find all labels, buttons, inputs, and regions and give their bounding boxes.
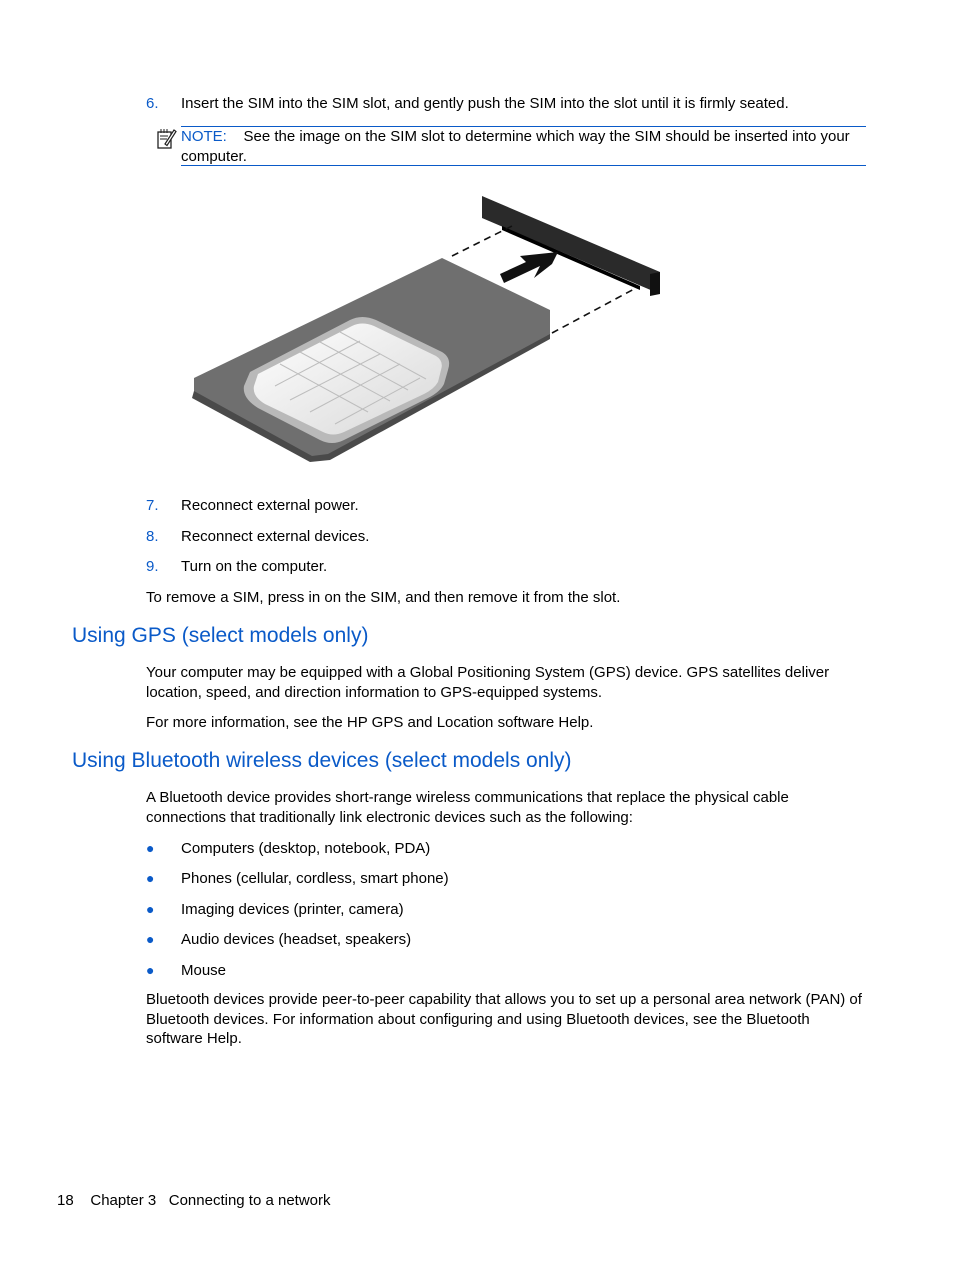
page-footer xyxy=(57,1191,331,1211)
list-item: ● Phones (cellular, cordless, smart phone) xyxy=(146,870,449,887)
step-number: 8. xyxy=(146,528,159,545)
bullet-dot-icon: ● xyxy=(146,962,155,978)
bullet-dot-icon: ● xyxy=(146,840,155,856)
step-6 xyxy=(146,94,789,114)
bluetooth-intro: A Bluetooth device provides short-range wireless communications that replace the physical cable connections that traditionally link electronic devices such as the following: xyxy=(146,789,789,826)
bullet-dot-icon: ● xyxy=(146,931,155,947)
footer-chapter: Chapter 3 xyxy=(90,1192,157,1209)
bullet-dot-icon: ● xyxy=(146,870,155,886)
note-label: NOTE: xyxy=(181,128,227,145)
note-text-block xyxy=(181,127,866,167)
note-body: See the image on the SIM slot to determine which way the SIM should be inserted into your computer. xyxy=(181,128,850,165)
remove-sim-paragraph: To remove a SIM, press in on the SIM, and then remove it from the slot. xyxy=(146,589,621,606)
sim-insertion-illustration xyxy=(180,186,680,476)
note-pencil-icon xyxy=(155,127,179,151)
step-number: 7. xyxy=(146,497,159,514)
list-item: ● Imaging devices (printer, camera) xyxy=(146,901,404,918)
bluetooth-heading: Using Bluetooth wireless devices (select models only) xyxy=(72,749,572,772)
bluetooth-closing: Bluetooth devices provide peer-to-peer capability that allows you to set up a personal area network (PAN) of Bluetooth devices. For information about configuring and using Bluetooth devices, see the Bluetooth software Help. xyxy=(146,991,862,1047)
step-text: Insert the SIM into the SIM slot, and gently push the SIM into the slot until it is firmly seated. xyxy=(181,95,789,112)
list-item: ● Mouse xyxy=(146,962,227,979)
step-number: 9. xyxy=(146,558,159,575)
footer-title: Connecting to a network xyxy=(168,1192,331,1209)
list-item: ● Computers (desktop, notebook, PDA) xyxy=(146,840,431,857)
step-8 xyxy=(146,527,369,547)
list-item: ● Audio devices (headset, speakers) xyxy=(146,931,412,948)
bullet-dot-icon: ● xyxy=(146,901,155,917)
gps-heading: Using GPS (select models only) xyxy=(72,624,369,647)
page-number: 18 xyxy=(57,1192,74,1209)
note-box xyxy=(181,126,866,166)
step-text: Reconnect external devices. xyxy=(181,528,370,545)
step-9 xyxy=(146,557,327,577)
step-text: Turn on the computer. xyxy=(181,558,328,575)
gps-paragraph-1: Your computer may be equipped with a Global Positioning System (GPS) device. GPS satellites deliver location, speed, and direction information to GPS-equipped systems. xyxy=(146,664,830,701)
step-number: 6. xyxy=(146,95,159,112)
step-text: Reconnect external power. xyxy=(181,497,359,514)
gps-paragraph-2: For more information, see the HP GPS and Location software Help. xyxy=(146,714,594,731)
step-7 xyxy=(146,496,359,516)
